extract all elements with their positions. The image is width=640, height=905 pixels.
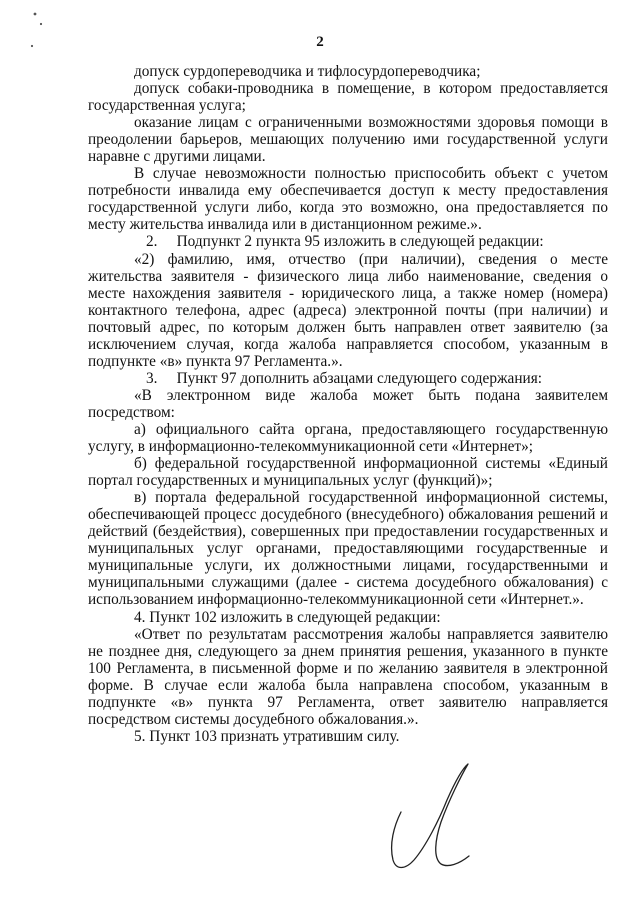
scan-specks [0, 0, 60, 60]
paragraph: допуск собаки-проводника в помещение, в котором предоставляется государственная услуга; [88, 80, 608, 115]
section-4-heading: 4. Пункт 102 изложить в следующей редакции: [134, 608, 441, 626]
section-2-heading: 2. Подпункт 2 пункта 95 изложить в следующей редакции: [146, 233, 544, 251]
handwritten-signature [385, 760, 475, 875]
paragraph: «Ответ по результатам рассмотрения жалобы направляется заявителю не позднее дня, следующего за днем принятия решения, указанного в пункте 100 Регламента, в письменной форме и по желанию заявителя в электронной форме. В случае если жалоба была направлена способом, указанным в подпункте «в» пункта 97 Регламента, ответ заявителю направляется посредством системы досудебного обжалования.». [88, 625, 608, 728]
paragraph: В случае невозможности полностью приспособить объект с учетом потребности инвалида ему обеспечивается доступ к месту предоставления государственной услуги либо, когда это возможно, она предоставляется по месту жительства инвалида или в дистанционном режиме.». [88, 165, 608, 234]
list-item-v: в) портала федеральной государственной информационной системы, обеспечивающей процесс досудебного (внесудебного) обжалования решений и действий (бездействия), совершенных при предоставлении государственных и муниципальных услуг органами, предоставляющими государственные и муниципальные услуги, их должностными лицами, государственными и муниципальными служащими (далее - система досудебного обжалования) с использованием информационно-телекоммуникационной сети «Интернет.». [88, 489, 608, 609]
page-number: 2 [316, 34, 324, 50]
paragraph: «В электронном виде жалоба может быть подана заявителем посредством: [88, 386, 608, 421]
paragraph: оказание лицам с ограниченными возможностями здоровья помощи в преодолении барьеров, мешающих получению ими государственной услуги наравне с другими лицами. [88, 114, 608, 166]
list-item-b: б) федеральной государственной информационной системы «Единый портал государственных и муниципальных услуг (функций)»; [88, 455, 608, 490]
list-item-a: а) официального сайта органа, предоставляющего государственную услугу, в информационно-телекоммуникационной сети «Интернет»; [88, 420, 608, 456]
paragraph: допуск сурдопереводчика и тифлосурдопереводчика; [134, 63, 481, 80]
section-3-heading: 3. Пункт 97 дополнить абзацами следующего содержания: [146, 369, 543, 387]
document-body [88, 63, 608, 745]
section-5-heading: 5. Пункт 103 признать утратившим силу. [134, 727, 400, 745]
paragraph: «2) фамилию, имя, отчество (при наличии), сведения о месте жительства заявителя - физического лица либо наименование, сведения о месте нахождения заявителя - юридического лица, а также номер (номера) контактного телефона, адрес (адреса) электронной почты (при наличии) и почтовый адрес, по которым должен быть направлен ответ заявителю (за исключением случая, когда жалоба направляется способом, указанным в подпункте «в» пункта 97 Регламента.». [88, 250, 608, 370]
